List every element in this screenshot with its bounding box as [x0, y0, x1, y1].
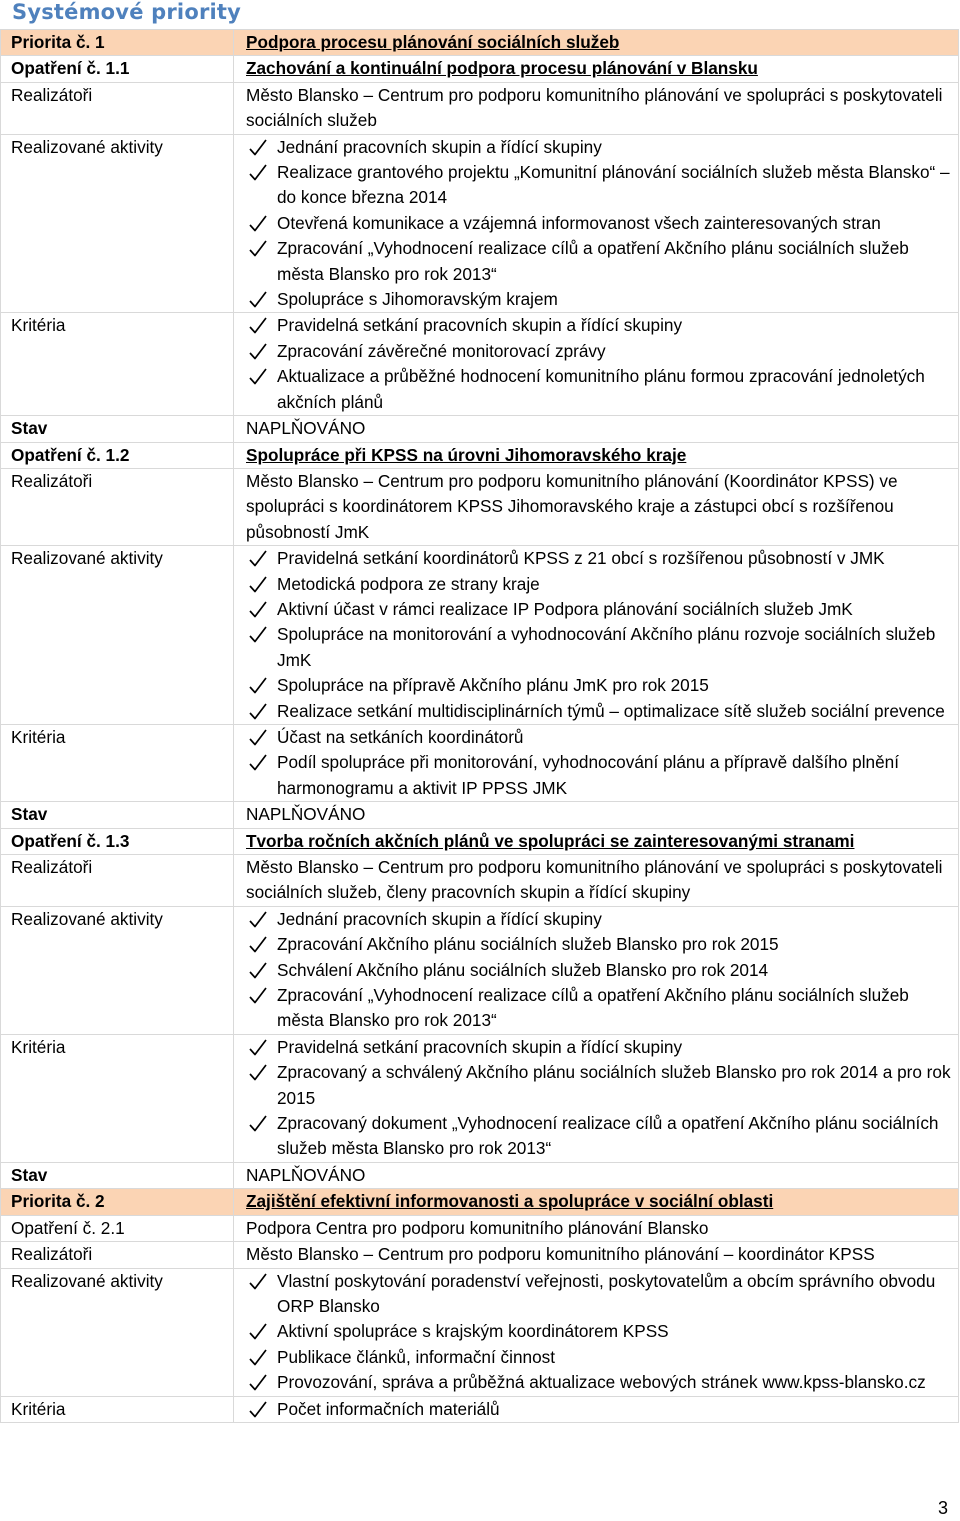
- list-item-text: Zpracování Akčního plánu sociálních služeb Blansko pro rok 2015: [277, 934, 779, 955]
- list-item-text: Schválení Akčního plánu sociálních služeb Blansko pro rok 2014: [277, 959, 769, 980]
- list-item: [246, 983, 952, 1034]
- row-label: Priorita č. 1: [1, 30, 234, 56]
- check-icon: [248, 211, 268, 235]
- check-icon: [248, 339, 268, 363]
- row-items: [234, 1034, 959, 1162]
- row-value: Město Blansko – Centrum pro podporu komunitního plánování ve spolupráci s poskytovateli sociálních služeb: [234, 82, 959, 134]
- checklist: [246, 1269, 952, 1396]
- list-item: [246, 1060, 952, 1111]
- checklist: [246, 1035, 952, 1162]
- table-row: [1, 1396, 959, 1422]
- row-items: [234, 1396, 959, 1422]
- row-items: [234, 724, 959, 801]
- list-item: [246, 160, 952, 211]
- list-item: [246, 546, 952, 571]
- check-icon: [248, 1035, 268, 1059]
- row-label: Kritéria: [1, 313, 234, 416]
- check-icon: [248, 725, 268, 749]
- list-item: [246, 907, 952, 932]
- table-row: [1, 1242, 959, 1268]
- row-label: Kritéria: [1, 1034, 234, 1162]
- table-row: [1, 30, 959, 56]
- list-item-text: Aktualizace a průběžné hodnocení komunitního plánu formou zpracování jednoletých akčních plánů: [277, 366, 925, 412]
- table-row: [1, 546, 959, 725]
- checklist: [246, 1397, 952, 1422]
- list-item: [246, 339, 952, 364]
- checklist: [246, 907, 952, 1034]
- list-item-text: Zpracovaný a schválený Akčního plánu sociálních služeb Blansko pro rok 2014 a pro rok 2015: [277, 1062, 951, 1108]
- row-items: [234, 134, 959, 313]
- list-item: [246, 364, 952, 415]
- check-icon: [248, 983, 268, 1007]
- row-label: Opatření č. 1.3: [1, 828, 234, 854]
- list-item-text: Vlastní poskytování poradenství veřejnosti, poskytovatelům a obcím správního obvodu ORP Blansko: [277, 1270, 936, 1316]
- row-label: Stav: [1, 416, 234, 442]
- check-icon: [248, 1319, 268, 1343]
- table-row: [1, 468, 959, 545]
- row-value: Město Blansko – Centrum pro podporu komunitního plánování ve spolupráci s poskytovateli sociálních služeb, členy pracovních skupin a řídící skupiny: [234, 855, 959, 907]
- row-items: [234, 1268, 959, 1396]
- table-row: [1, 1189, 959, 1215]
- checklist: [246, 313, 952, 415]
- list-item: [246, 313, 952, 338]
- check-icon: [248, 313, 268, 337]
- row-value: Podpora Centra pro podporu komunitního plánování Blansko: [234, 1215, 959, 1241]
- check-icon: [248, 135, 268, 159]
- checklist: [246, 725, 952, 801]
- row-label: Opatření č. 2.1: [1, 1215, 234, 1241]
- table-row: [1, 416, 959, 442]
- row-items: [234, 313, 959, 416]
- list-item: [246, 236, 952, 287]
- check-icon: [248, 673, 268, 697]
- list-item: [246, 750, 952, 801]
- page-number: 3: [937, 1498, 948, 1518]
- list-item: [246, 287, 952, 312]
- row-label: Opatření č. 1.2: [1, 442, 234, 468]
- priorities-table-body: [1, 30, 959, 1423]
- table-row: [1, 56, 959, 82]
- list-item: [246, 1111, 952, 1162]
- list-item-text: Spolupráce na přípravě Akčního plánu JmK pro rok 2015: [277, 675, 709, 696]
- table-row: [1, 906, 959, 1034]
- row-label: Kritéria: [1, 724, 234, 801]
- checklist: [246, 546, 952, 724]
- table-row: [1, 724, 959, 801]
- list-item-text: Podíl spolupráce při monitorování, vyhodnocování plánu a přípravě dalšího plnění harmonogramu a aktivit IP PPSS JMK: [277, 752, 900, 798]
- row-label: Realizované aktivity: [1, 1268, 234, 1396]
- list-item: [246, 211, 952, 236]
- check-icon: [248, 958, 268, 982]
- list-item-text: Otevřená komunikace a vzájemná informovanost všech zainteresovaných stran: [277, 212, 881, 233]
- list-item: [246, 958, 952, 983]
- list-item-text: Pravidelná setkání pracovních skupin a řídící skupiny: [277, 1036, 683, 1057]
- table-row: [1, 1034, 959, 1162]
- list-item-text: Publikace článků, informační činnost: [277, 1346, 556, 1367]
- check-icon: [248, 622, 268, 646]
- list-item: [246, 1035, 952, 1060]
- table-row: [1, 134, 959, 313]
- row-items: [234, 546, 959, 725]
- check-icon: [248, 699, 268, 723]
- check-icon: [248, 750, 268, 774]
- row-value: Podpora procesu plánování sociálních služeb: [234, 30, 959, 56]
- row-label: Realizátoři: [1, 468, 234, 545]
- list-item-text: Jednání pracovních skupin a řídící skupiny: [277, 908, 602, 929]
- list-item-text: Počet informačních materiálů: [277, 1398, 500, 1419]
- list-item: [246, 725, 952, 750]
- row-label: Realizované aktivity: [1, 546, 234, 725]
- list-item-text: Zpracovaný dokument „Vyhodnocení realizace cílů a opatření Akčního plánu sociálních služeb města Blansko pro rok 2013“: [277, 1113, 939, 1159]
- check-icon: [248, 572, 268, 596]
- list-item: [246, 1345, 952, 1370]
- list-item-text: Jednání pracovních skupin a řídící skupiny: [277, 136, 602, 157]
- status-value: NAPLŇOVÁNO: [234, 416, 959, 442]
- check-icon: [248, 932, 268, 956]
- table-row: [1, 855, 959, 907]
- section-heading: Systémové priority: [12, 0, 242, 24]
- check-icon: [248, 160, 268, 184]
- row-label: Realizované aktivity: [1, 906, 234, 1034]
- row-label: Stav: [1, 1162, 234, 1188]
- list-item-text: Zpracování závěrečné monitorovací zprávy: [277, 340, 606, 361]
- list-item: [246, 1319, 952, 1344]
- row-label: Realizátoři: [1, 82, 234, 134]
- list-item: [246, 1370, 952, 1395]
- table-row: [1, 313, 959, 416]
- check-icon: [248, 1345, 268, 1369]
- row-label: Realizátoři: [1, 1242, 234, 1268]
- status-value: NAPLŇOVÁNO: [234, 802, 959, 828]
- list-item: [246, 135, 952, 160]
- list-item-text: Realizace grantového projektu „Komunitní plánování sociálních služeb města Blansko“ – do konce března 2014: [277, 162, 950, 208]
- check-icon: [248, 907, 268, 931]
- row-value: Spolupráce při KPSS na úrovni Jihomoravského kraje: [234, 442, 959, 468]
- check-icon: [248, 1397, 268, 1421]
- list-item: [246, 932, 952, 957]
- table-row: [1, 1268, 959, 1396]
- list-item-text: Realizace setkání multidisciplinárních týmů – optimalizace sítě služeb sociální prevence: [277, 700, 945, 721]
- table-row: [1, 1215, 959, 1241]
- row-value: Zajištění efektivní informovanosti a spolupráce v sociální oblasti: [234, 1189, 959, 1215]
- list-item: [246, 597, 952, 622]
- checklist: [246, 135, 952, 313]
- check-icon: [248, 287, 268, 311]
- list-item-text: Metodická podpora ze strany kraje: [277, 573, 540, 594]
- table-row: [1, 442, 959, 468]
- row-label: Stav: [1, 802, 234, 828]
- list-item-text: Pravidelná setkání koordinátorů KPSS z 21 obcí s rozšířenou působností v JMK: [277, 548, 885, 569]
- list-item: [246, 1269, 952, 1320]
- list-item-text: Aktivní účast v rámci realizace IP Podpora plánování sociálních služeb JmK: [277, 598, 853, 619]
- check-icon: [248, 546, 268, 570]
- list-item-text: Pravidelná setkání pracovních skupin a řídící skupiny: [277, 315, 683, 336]
- priorities-table: [0, 29, 959, 1423]
- row-label: Realizátoři: [1, 855, 234, 907]
- row-value: Město Blansko – Centrum pro podporu komunitního plánování (Koordinátor KPSS) ve spolupráci s koordinátorem KPSS Jihomoravského kraje a zástupci obcí s rozšířenou působností JmK: [234, 468, 959, 545]
- row-value: Zachování a kontinuální podpora procesu plánování v Blansku: [234, 56, 959, 82]
- list-item-text: Spolupráce na monitorování a vyhodnocování Akčního plánu rozvoje sociálních služeb JmK: [277, 624, 936, 670]
- row-value: Tvorba ročních akčních plánů ve spolupráci se zainteresovanými stranami: [234, 828, 959, 854]
- check-icon: [248, 597, 268, 621]
- table-row: [1, 802, 959, 828]
- row-label: Priorita č. 2: [1, 1189, 234, 1215]
- list-item-text: Provozování, správa a průběžná aktualizace webových stránek www.kpss-blansko.cz: [277, 1372, 926, 1393]
- check-icon: [248, 236, 268, 260]
- row-value: Město Blansko – Centrum pro podporu komunitního plánování – koordinátor KPSS: [234, 1242, 959, 1268]
- table-row: [1, 82, 959, 134]
- row-label: Realizované aktivity: [1, 134, 234, 313]
- list-item: [246, 572, 952, 597]
- list-item: [246, 622, 952, 673]
- check-icon: [248, 364, 268, 388]
- list-item-text: Spolupráce s Jihomoravským krajem: [277, 289, 558, 310]
- check-icon: [248, 1111, 268, 1135]
- row-items: [234, 906, 959, 1034]
- table-row: [1, 1162, 959, 1188]
- list-item: [246, 699, 952, 724]
- row-label: Opatření č. 1.1: [1, 56, 234, 82]
- list-item-text: Zpracování „Vyhodnocení realizace cílů a opatření Akčního plánu sociálních služeb města Blansko pro rok 2013“: [277, 985, 909, 1031]
- table-row: [1, 828, 959, 854]
- list-item-text: Aktivní spolupráce s krajským koordinátorem KPSS: [277, 1321, 669, 1342]
- list-item: [246, 1397, 952, 1422]
- check-icon: [248, 1060, 268, 1084]
- list-item-text: Účast na setkáních koordinátorů: [277, 726, 524, 747]
- status-value: NAPLŇOVÁNO: [234, 1162, 959, 1188]
- row-label: Kritéria: [1, 1396, 234, 1422]
- list-item: [246, 673, 952, 698]
- check-icon: [248, 1269, 268, 1293]
- list-item-text: Zpracování „Vyhodnocení realizace cílů a opatření Akčního plánu sociálních služeb města Blansko pro rok 2013“: [277, 238, 909, 284]
- check-icon: [248, 1370, 268, 1394]
